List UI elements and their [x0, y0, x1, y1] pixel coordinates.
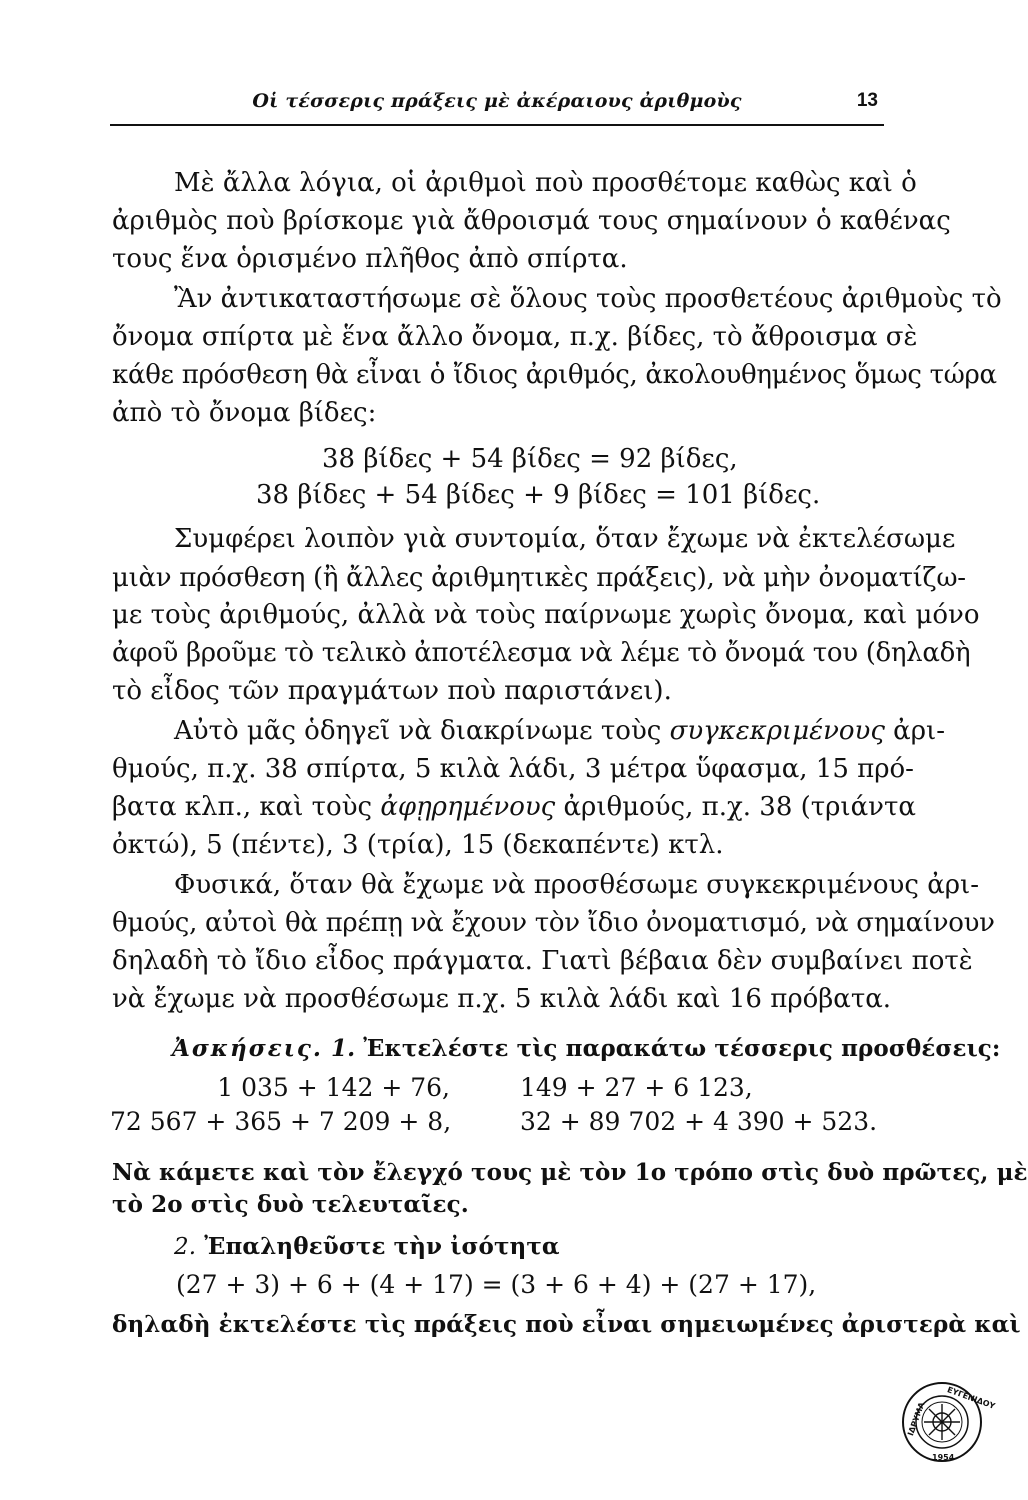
exercise-2-text: Ἐπαληθεῦστε τὴν ἰσότητα — [204, 1233, 560, 1260]
equation-1: 38 βίδες + 54 βίδες = 92 βίδες, — [322, 444, 738, 474]
p4-line-3-a: βατα κλπ., καὶ τοὺς — [112, 792, 381, 822]
exercise-2-equation: (27 + 3) + 6 + (4 + 17) = (3 + 6 + 4) + (27 + 17), — [176, 1270, 817, 1299]
p5-line-2: θμούς, αὐτοὶ θὰ πρέπῃ νὰ ἔχουν τὸν ἴδιο ὀνοματισμό, νὰ σημαίνουν — [112, 908, 995, 938]
exercise-1-line — [172, 1032, 1001, 1066]
running-head-title: Οἱ τέσσερις πράξεις μὲ ἀκέραιους ἀριθμοὺς — [252, 90, 742, 112]
p2-line-1: Ἂν ἀντικαταστήσωμε σὲ ὅλους τοὺς προσθετέους ἀριθμοὺς τὸ — [174, 284, 1002, 314]
exercise-2-line — [174, 1230, 882, 1264]
running-head — [110, 90, 884, 126]
library-stamp — [900, 1380, 997, 1464]
p2-line-3: κάθε πρόσθεση θὰ εἶναι ὁ ἴδιος ἀριθμός, ἀκολουθημένος ὅμως τώρα — [112, 360, 997, 390]
p4-line-1-b: ἀρι- — [884, 716, 945, 746]
page-number: 13 — [856, 90, 878, 111]
p3-line-1: Συμφέρει λοιπὸν γιὰ συντομία, ὅταν ἔχωμε νὰ ἐκτελέσωμε — [174, 524, 956, 554]
exercise-1-number: 1. — [330, 1035, 356, 1062]
exercise-1-text: Ἐκτελέστε τὶς παρακάτω τέσσερις προσθέσεις: — [363, 1035, 1001, 1062]
p1-line-2: ἀριθμὸς ποὺ βρίσκομε γιὰ ἄθροισμά τους σημαίνουν ὁ καθένας — [112, 206, 951, 236]
check-line-1: Νὰ κάμετε καὶ τὸν ἔλεγχό τους μὲ τὸν 1ο τρόπο στὶς δυὸ πρῶτες, μὲ — [112, 1159, 1028, 1186]
p3-line-4: ἀφοῦ βροῦμε τὸ τελικὸ ἀποτέλεσμα νὰ λέμε τὸ ὄνομά του (δηλαδὴ — [112, 638, 971, 668]
check-line-2: τὸ 2ο στὶς δυὸ τελευταῖες. — [112, 1191, 469, 1218]
p3-line-2: μιὰν πρόσθεση (ἢ ἄλλες ἀριθμητικὲς πράξεις), νὰ μὴν ὀνοματίζω- — [112, 563, 966, 593]
sum-2: 149 + 27 + 6 123, — [520, 1073, 753, 1102]
p5-line-4: νὰ ἔχωμε νὰ προσθέσωμε π.χ. 5 κιλὰ λάδι καὶ 16 πρόβατα. — [112, 984, 892, 1014]
stamp-seal-icon — [900, 1380, 997, 1464]
p4-line-3-b: ἀριθμούς, π.χ. 38 (τριάντα — [555, 792, 916, 822]
p4-line-4: ὀκτώ), 5 (πέντε), 3 (τρία), 15 (δεκαπέντε) κτλ. — [112, 830, 724, 860]
p4-line-3 — [112, 790, 916, 824]
sum-4: 32 + 89 702 + 4 390 + 523. — [520, 1107, 878, 1136]
p3-line-3: με τοὺς ἀριθμούς, ἀλλὰ νὰ τοὺς παίρνωμε χωρὶς ὄνομα, καὶ μόνο — [112, 600, 980, 630]
stamp-year: 1954 — [932, 1453, 955, 1462]
p4-term-abstract: ἀφῃρημένους — [380, 792, 556, 822]
stamp-text-top: ΕΥΓΕΝΙΔΟΥ — [945, 1385, 997, 1411]
p5-line-3: δηλαδὴ τὸ ἴδιο εἶδος πράγματα. Γιατὶ βέβαια δὲν συμβαίνει ποτὲ — [112, 946, 973, 976]
exercise-2-last-line: δηλαδὴ ἐκτελέστε τὶς πράξεις ποὺ εἶναι σημειωμένες ἀριστερὰ καὶ — [112, 1311, 1021, 1338]
p5-line-1: Φυσικά, ὅταν θὰ ἔχωμε νὰ προσθέσωμε συγκεκριμένους ἀρι- — [174, 870, 980, 900]
p2-line-2: ὄνομα σπίρτα μὲ ἕνα ἄλλο ὄνομα, π.χ. βίδες, τὸ ἄθροισμα σὲ — [112, 322, 918, 352]
sum-3: 72 567 + 365 + 7 209 + 8, — [110, 1107, 452, 1136]
equation-2: 38 βίδες + 54 βίδες + 9 βίδες = 101 βίδες. — [256, 480, 821, 510]
p2-line-4: ἀπὸ τὸ ὄνομα βίδες: — [112, 398, 377, 428]
p4-line-1-a: Αὐτὸ μᾶς ὁδηγεῖ νὰ διακρίνωμε τοὺς — [174, 716, 670, 746]
p4-line-1 — [174, 714, 945, 748]
p1-line-3: τους ἕνα ὁρισμένο πλῆθος ἀπὸ σπίρτα. — [112, 244, 628, 274]
sum-1: 1 035 + 142 + 76, — [217, 1073, 450, 1102]
exercises-heading: Ἀσκήσεις. — [172, 1035, 323, 1062]
p3-line-5: τὸ εἶδος τῶν πραγμάτων ποὺ παριστάνει). — [112, 676, 672, 706]
p1-line-1: Μὲ ἄλλα λόγια, οἱ ἀριθμοὶ ποὺ προσθέτομε καθὼς καὶ ὁ — [174, 168, 917, 198]
stamp-text-left: ΙΔΡΥΜΑ — [906, 1401, 927, 1438]
p4-term-concrete: συγκεκριμένους — [669, 716, 885, 746]
exercise-2-number: 2. — [174, 1234, 197, 1260]
p4-line-2: θμούς, π.χ. 38 σπίρτα, 5 κιλὰ λάδι, 3 μέτρα ὕφασμα, 15 πρό- — [112, 754, 914, 784]
